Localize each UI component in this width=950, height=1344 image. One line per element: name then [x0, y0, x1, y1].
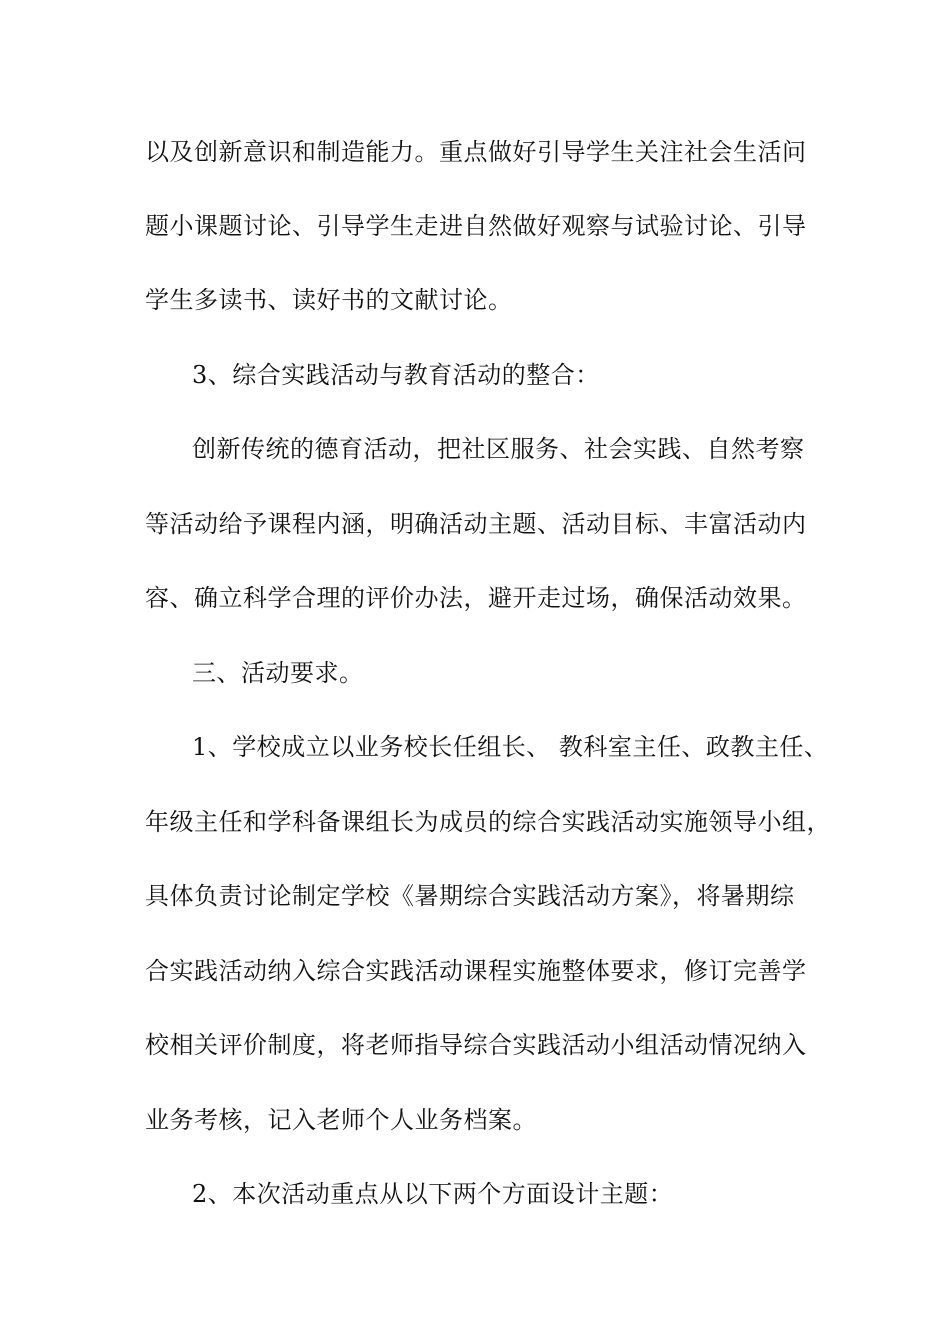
text-line: 业务考核，记入老师个人业务档案。 — [145, 1106, 537, 1134]
text-line: 学生多读书、读好书的文献讨论。 — [145, 286, 513, 314]
text-line: 等活动给予课程内涵，明确活动主题、活动目标、丰富活动内 — [145, 510, 807, 538]
section-heading: 2、本次活动重点从以下两个方面设计主题： — [192, 1180, 674, 1208]
text-line: 创新传统的德育活动，把社区服务、社会实践、自然考察 — [192, 435, 805, 463]
text-line: 合实践活动纳入综合实践活动课程实施整体要求，修订完善学 — [145, 957, 807, 985]
text-line: 题小课题讨论、引导学生走进自然做好观察与试验讨论、引导 — [145, 212, 807, 240]
section-heading: 三、活动要求。 — [192, 659, 364, 687]
section-heading: 3、综合实践活动与教育活动的整合： — [192, 361, 600, 389]
text-line: 年级主任和学科备课组长为成员的综合实践活动实施领导小组， — [145, 808, 831, 836]
text-line: 以及创新意识和制造能力。重点做好引导学生关注社会生活问 — [145, 138, 807, 166]
text-line: 1、学校成立以业务校长任组长、 教科室主任、政教主任、 — [192, 733, 829, 761]
text-line: 具体负责讨论制定学校《暑期综合实践活动方案》，将暑期综 — [145, 882, 795, 910]
text-line: 校相关评价制度，将老师指导综合实践活动小组活动情况纳入 — [145, 1031, 807, 1059]
text-line: 容、确立科学合理的评价办法，避开走过场，确保活动效果。 — [145, 584, 807, 612]
